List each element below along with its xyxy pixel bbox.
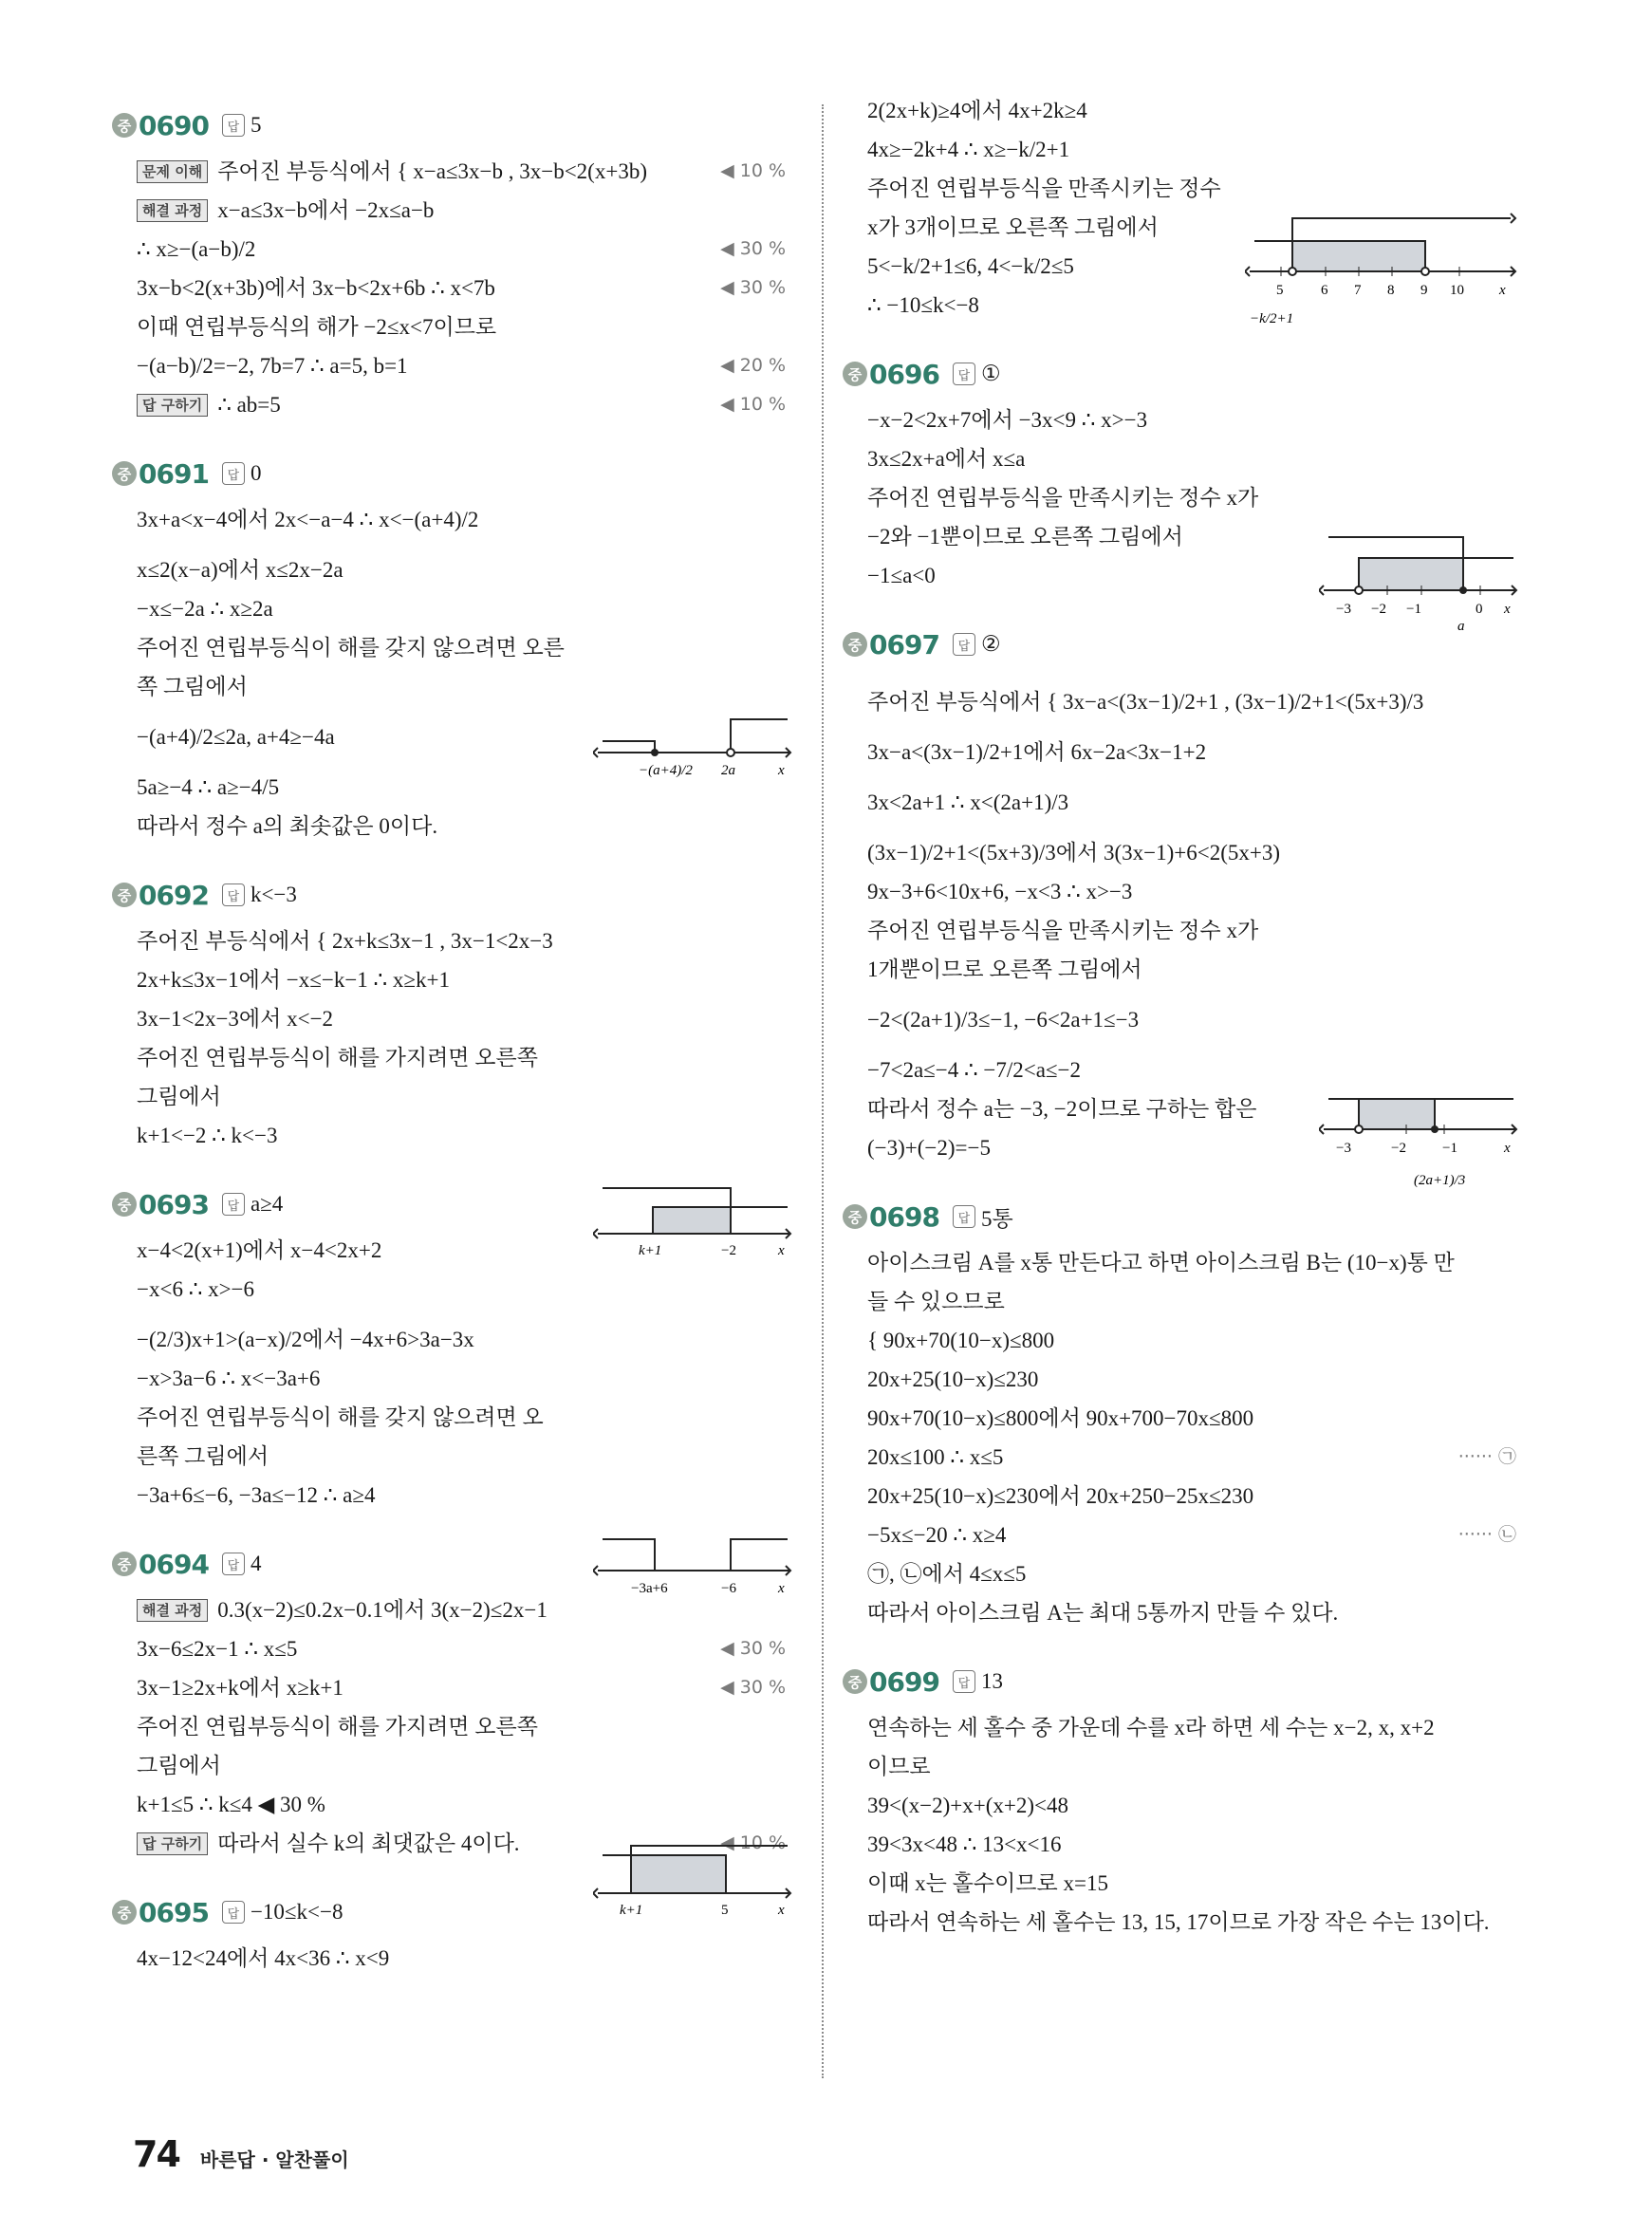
solution-text: 그림에서	[137, 1085, 221, 1108]
solution-line	[843, 1864, 1526, 1903]
solution-line	[112, 500, 795, 539]
column-divider	[822, 104, 824, 2078]
solution-line	[112, 921, 795, 960]
problem-0690	[112, 104, 795, 424]
solution-line	[843, 130, 1526, 169]
solution-text: −5x≤−20 ∴ x≥4	[867, 1523, 1007, 1547]
answer-value: a≥4	[250, 1192, 284, 1216]
solution-text: 9x−3+6<10x+6, −x<3 ∴ x>−3	[867, 880, 1133, 903]
solution-text: 90x+70(10−x)≤800에서 90x+700−70x≤800	[867, 1406, 1254, 1430]
solution-line	[843, 682, 1526, 721]
solution-text: −3a+6≤−6, −3a≤−12 ∴ a≥4	[137, 1483, 376, 1507]
solution-text: 39<(x−2)+x+(x+2)<48	[867, 1794, 1068, 1817]
solution-line	[112, 667, 795, 706]
solution-line	[112, 1116, 795, 1155]
solution-text: −x−2<2x+7에서 −3x<9 ∴ x>−3	[867, 408, 1148, 432]
problem-header	[112, 874, 795, 916]
solution-line	[843, 733, 1526, 772]
solution-text: 2x+k≤3x−1에서 −x≤−k−1 ∴ x≥k+1	[137, 968, 451, 992]
solution-text: 들 수 있으므로	[867, 1290, 1005, 1313]
step-tag: 답 구하기	[137, 394, 208, 417]
solution-text: 따라서 정수 a는 −3, −2이므로 구하는 합은	[867, 1097, 1257, 1121]
solution-text: x≤2(x−a)에서 x≤2x−2a	[137, 558, 343, 582]
solution-line	[112, 1437, 795, 1476]
answer-icon: 답	[222, 1193, 245, 1216]
solution-text: ∴ ab=5	[217, 393, 281, 417]
solution-line	[843, 1477, 1526, 1516]
solution-text: 주어진 부등식에서 { x−a≤3x−b , 3x−b<2(x+3b)	[217, 159, 647, 183]
score-percent: ◀ 30 %	[720, 1677, 786, 1698]
solution-text: 3x−b<2(x+3b)에서 3x−b<2x+6b ∴ x<7b	[137, 276, 495, 300]
answer-value: k<−3	[250, 883, 297, 906]
score-percent: ◀ 20 %	[720, 355, 786, 376]
fig0696-label: a	[1457, 619, 1465, 634]
problem-number: 0694	[139, 1548, 209, 1580]
answer-value: 5통	[980, 1206, 1013, 1231]
solution-line	[112, 346, 795, 385]
solution-line	[843, 1903, 1526, 1942]
problem-header	[843, 353, 1526, 395]
problem-number: 0690	[139, 109, 209, 141]
solution-text: 3x≤2x+a에서 x≤a	[867, 447, 1026, 471]
solution-text: −x<6 ∴ x>−6	[137, 1277, 255, 1301]
solution-line	[112, 628, 795, 667]
difficulty-badge-icon: 중	[112, 883, 137, 907]
number-line-0696	[1319, 530, 1523, 634]
solution-line	[112, 1785, 795, 1824]
solution-line	[843, 1000, 1526, 1039]
solution-text: 5a≥−4 ∴ a≥−4/5	[137, 775, 280, 799]
solution-text: 주어진 연립부등식이 해를 갖지 않으려면 오	[137, 1405, 544, 1429]
fig0695-label: −k/2+1	[1250, 311, 1294, 326]
solution-line	[112, 1590, 795, 1629]
solution-text: 주어진 연립부등식이 해를 갖지 않으려면 오른	[137, 636, 565, 660]
score-percent: ◀ 10 %	[720, 160, 786, 181]
step-tag: 해결 과정	[137, 199, 208, 222]
fig0695-label: 9	[1420, 283, 1428, 298]
solution-text: 주어진 연립부등식을 만족시키는 정수 x가	[867, 919, 1259, 942]
solution-text: 따라서 연속하는 세 홀수는 13, 15, 17이므로 가장 작은 수는 13이다.	[867, 1910, 1490, 1934]
solution-line	[843, 1708, 1526, 1747]
fig0696-label: 0	[1476, 602, 1483, 617]
solution-text: 쪽 그림에서	[137, 675, 248, 698]
solution-line	[843, 1051, 1526, 1089]
solution-text: x가 3개이므로 오른쪽 그림에서	[867, 215, 1159, 239]
solution-line	[843, 1825, 1526, 1864]
difficulty-badge-icon: 중	[112, 1552, 137, 1576]
solution-line	[843, 1593, 1526, 1632]
problem-number: 0698	[869, 1200, 939, 1233]
solution-line	[112, 1939, 795, 1978]
score-percent: ······ ㉠	[1457, 1446, 1516, 1467]
fig0696-label: −3	[1336, 602, 1351, 617]
number-line-0695	[1245, 211, 1520, 344]
answer-icon: 답	[222, 462, 245, 485]
score-percent: ◀ 30 %	[720, 277, 786, 298]
solution-line	[843, 783, 1526, 822]
solution-text: 주어진 연립부등식을 만족시키는 정수	[867, 177, 1221, 200]
right-column	[843, 99, 1526, 1970]
solution-text: 20x+25(10−x)≤230에서 20x+250−25x≤230	[867, 1484, 1254, 1508]
solution-text: 른쪽 그림에서	[137, 1444, 269, 1468]
solution-text: 3x+a<x−4에서 2x<−a−4 ∴ x<−(a+4)/2	[137, 508, 479, 531]
solution-text: −x≤−2a ∴ x≥2a	[137, 597, 273, 621]
problem-number: 0696	[869, 358, 939, 390]
step-tag: 문제 이해	[137, 160, 208, 183]
number-line-0694	[593, 1838, 797, 1919]
solution-line	[112, 307, 795, 346]
solution-text: x−4<2(x+1)에서 x−4<2x+2	[137, 1238, 382, 1262]
left-column	[112, 104, 795, 2006]
step-tag: 답 구하기	[137, 1832, 208, 1855]
solution-line	[843, 1786, 1526, 1825]
solution-line	[112, 269, 795, 307]
answer-value: ①	[980, 362, 1001, 385]
answer-value: 0	[250, 461, 262, 485]
solution-text: −2<(2a+1)/3≤−1, −6<2a+1≤−3	[867, 1008, 1140, 1032]
problem-number: 0697	[869, 628, 939, 660]
fig0694-label: 5	[721, 1903, 729, 1918]
solution-text: 0.3(x−2)≤0.2x−0.1에서 3(x−2)≤2x−1	[217, 1598, 548, 1622]
problem-number: 0692	[139, 879, 209, 911]
solution-line	[112, 191, 795, 230]
solution-line	[843, 400, 1526, 439]
fig0695-label: 5	[1276, 283, 1284, 298]
fig0693-label: x	[778, 1581, 785, 1596]
score-percent: ◀ 30 %	[720, 238, 786, 259]
solution-line	[112, 1398, 795, 1437]
difficulty-badge-icon: 중	[843, 632, 867, 657]
answer-icon: 답	[222, 1901, 245, 1924]
fig0696-label: −1	[1406, 602, 1421, 617]
solution-text: −(a−b)/2=−2, 7b=7 ∴ a=5, b=1	[137, 354, 408, 378]
fig0693-label: −6	[721, 1581, 736, 1596]
solution-line	[112, 1668, 795, 1707]
page-number: 74	[133, 2133, 179, 2175]
problem-0691	[112, 453, 795, 846]
solution-text: 1개뿐이므로 오른쪽 그림에서	[867, 958, 1142, 981]
solution-line	[112, 1359, 795, 1398]
answer-icon: 답	[222, 114, 245, 137]
solution-line	[843, 1747, 1526, 1786]
solution-line	[112, 550, 795, 589]
problem-number: 0699	[869, 1665, 939, 1698]
answer-icon: 답	[222, 883, 245, 906]
solution-line	[843, 439, 1526, 478]
solution-text: k+1≤5 ∴ k≤4 ◀ 30 %	[137, 1793, 325, 1816]
book-title: 바른답 · 알찬풀이	[199, 2148, 349, 2171]
solution-line	[112, 385, 795, 424]
solution-text: ∴ x≥−(a−b)/2	[137, 237, 256, 261]
answer-value: 13	[980, 1669, 1003, 1693]
difficulty-badge-icon: 중	[112, 461, 137, 486]
solution-text: 4x≥−2k+4 ∴ x≥−k/2+1	[867, 138, 1070, 161]
solution-text: 20x≤100 ∴ x≤5	[867, 1445, 1004, 1469]
difficulty-badge-icon: 중	[843, 362, 867, 386]
solution-line	[112, 960, 795, 999]
problem-0692	[112, 874, 795, 1155]
difficulty-badge-icon: 중	[112, 1900, 137, 1925]
fig0697-label: (2a+1)/3	[1414, 1173, 1466, 1188]
number-line-0692	[593, 1179, 797, 1259]
difficulty-badge-icon: 중	[112, 113, 137, 138]
solution-line	[843, 833, 1526, 872]
solution-text: −x>3a−6 ∴ x<−3a+6	[137, 1367, 321, 1390]
solution-line	[843, 1321, 1526, 1360]
fig0697-label: −3	[1336, 1141, 1351, 1156]
solution-line	[843, 1243, 1526, 1282]
solution-text: −(a+4)/2≤2a, a+4≥−4a	[137, 725, 335, 749]
difficulty-badge-icon: 중	[843, 1669, 867, 1694]
solution-line	[112, 1320, 795, 1359]
solution-text: 주어진 연립부등식을 만족시키는 정수 x가	[867, 486, 1259, 510]
problem-header	[112, 104, 795, 146]
solution-line	[112, 1077, 795, 1116]
solution-text: 4x−12<24에서 4x<36 ∴ x<9	[137, 1946, 390, 1970]
solution-text: 3x−a<(3x−1)/2+1에서 6x−2a<3x−1+2	[867, 740, 1207, 764]
solution-text: 20x+25(10−x)≤230	[867, 1367, 1039, 1391]
problem-header	[843, 1661, 1526, 1702]
solution-text: k+1<−2 ∴ k<−3	[137, 1124, 278, 1147]
score-percent: ······ ㉡	[1457, 1524, 1516, 1545]
solution-text: 주어진 연립부등식이 해를 가지려면 오른쪽	[137, 1046, 538, 1069]
solution-line	[112, 1476, 795, 1515]
solution-text: 3x<2a+1 ∴ x<(2a+1)/3	[867, 790, 1069, 814]
solution-line	[112, 1629, 795, 1668]
fig0697-label: −2	[1391, 1141, 1406, 1156]
answer-value: 4	[250, 1552, 262, 1575]
score-percent: ◀ 30 %	[720, 1638, 786, 1659]
solution-line	[112, 152, 795, 191]
solution-line	[112, 1038, 795, 1077]
solution-text: −(2/3)x+1>(a−x)/2에서 −4x+6>3a−3x	[137, 1328, 474, 1351]
solution-text: −2와 −1뿐이므로 오른쪽 그림에서	[867, 525, 1183, 549]
solution-text: (−3)+(−2)=−5	[867, 1136, 991, 1160]
solution-text: 따라서 정수 a의 최솟값은 0이다.	[137, 814, 438, 838]
solution-text: x−a≤3x−b에서 −2x≤a−b	[217, 198, 435, 222]
step-tag: 해결 과정	[137, 1599, 208, 1622]
fig0691-label: 2a	[721, 763, 735, 778]
fig0692-label: x	[778, 1243, 785, 1258]
solution-line	[843, 1360, 1526, 1399]
fig0691-label: −(a+4)/2	[639, 763, 693, 778]
problem-number: 0691	[139, 457, 209, 490]
solution-line	[843, 1282, 1526, 1321]
solution-text: 주어진 연립부등식이 해를 가지려면 오른쪽	[137, 1715, 538, 1739]
solution-text: ∴ −10≤k<−8	[867, 293, 979, 317]
problem-0698	[843, 1196, 1526, 1632]
answer-icon: 답	[953, 363, 975, 385]
answer-icon: 답	[953, 1670, 975, 1693]
score-percent: ◀ 10 %	[720, 394, 786, 415]
solution-line	[112, 807, 795, 846]
solution-text: 2(2x+k)≥4에서 4x+2k≥4	[867, 99, 1087, 122]
solution-text: 3x−1<2x−3에서 x<−2	[137, 1007, 334, 1031]
solution-text: −7<2a≤−4 ∴ −7/2<a≤−2	[867, 1058, 1082, 1082]
problem-number: 0695	[139, 1896, 209, 1928]
solution-line	[843, 91, 1526, 130]
solution-text: 3x−1≥2x+k에서 x≥k+1	[137, 1676, 343, 1700]
fig0694-label: k+1	[620, 1903, 643, 1918]
score-percent: ◀ 10 %	[720, 1832, 786, 1853]
problem-header	[112, 453, 795, 494]
fig0692-label: k+1	[639, 1243, 662, 1258]
solution-line	[843, 950, 1526, 989]
solution-text: 이므로	[867, 1755, 931, 1778]
answer-value: 5	[250, 113, 262, 137]
fig0695-label: 10	[1450, 283, 1464, 298]
problem-0697	[843, 623, 1526, 1167]
solution-text: 따라서 아이스크림 A는 최대 5통까지 만들 수 있다.	[867, 1601, 1339, 1625]
fig0696-label: x	[1504, 602, 1511, 617]
fig0693-label: −3a+6	[631, 1581, 668, 1596]
solution-text: 5<−k/2+1≤6, 4<−k/2≤5	[867, 254, 1074, 278]
fig0695-label: x	[1499, 283, 1506, 298]
solution-line	[843, 1438, 1526, 1477]
solution-line	[112, 1707, 795, 1746]
solution-line	[843, 169, 1526, 208]
solution-line	[112, 999, 795, 1038]
fig0695-label: 7	[1354, 283, 1362, 298]
fig0691-label: x	[778, 763, 785, 778]
solution-line	[112, 230, 795, 269]
difficulty-badge-icon: 중	[843, 1204, 867, 1229]
fig0695-label: 6	[1321, 283, 1328, 298]
answer-icon: 답	[953, 633, 975, 656]
number-line-0693	[593, 1528, 797, 1596]
fig0694-label: x	[778, 1903, 785, 1918]
solution-text: ㉠, ㉡에서 4≤x≤5	[867, 1562, 1027, 1586]
problem-number: 0693	[139, 1188, 209, 1220]
solution-text: 이때 x는 홀수이므로 x=15	[867, 1871, 1108, 1895]
solution-line	[843, 1516, 1526, 1554]
answer-icon: 답	[222, 1553, 245, 1575]
solution-line	[843, 1399, 1526, 1438]
solution-text: (3x−1)/2+1<(5x+3)/3에서 3(3x−1)+6<2(5x+3)	[867, 841, 1281, 865]
solution-text: −1≤a<0	[867, 564, 936, 587]
fig0697-label: −1	[1442, 1141, 1457, 1156]
solution-text: { 90x+70(10−x)≤800	[867, 1329, 1055, 1352]
solution-line	[112, 1270, 795, 1309]
number-line-0697	[1319, 1089, 1523, 1203]
number-line-0691	[593, 710, 797, 778]
fig0692-label: −2	[721, 1243, 736, 1258]
solution-text: 따라서 실수 k의 최댓값은 4이다.	[217, 1832, 520, 1855]
answer-value: ②	[980, 632, 1001, 656]
solution-line	[843, 872, 1526, 911]
solution-line	[843, 1554, 1526, 1593]
solution-line	[112, 1746, 795, 1785]
page-footer	[133, 2133, 349, 2175]
difficulty-badge-icon: 중	[112, 1192, 137, 1217]
answer-icon: 답	[953, 1205, 975, 1228]
solution-line	[843, 911, 1526, 950]
solution-line	[112, 589, 795, 628]
solution-text: 아이스크림 A를 x통 만든다고 하면 아이스크림 B는 (10−x)통 만	[867, 1251, 1455, 1274]
fig0696-label: −2	[1371, 602, 1386, 617]
fig0697-label: x	[1504, 1141, 1511, 1156]
answer-value: −10≤k<−8	[250, 1900, 343, 1924]
problem-0699	[843, 1661, 1526, 1942]
solution-text: 연속하는 세 홀수 중 가운데 수를 x라 하면 세 수는 x−2, x, x+2	[867, 1716, 1435, 1739]
solution-text: 주어진 부등식에서 { 2x+k≤3x−1 , 3x−1<2x−3	[137, 929, 553, 953]
solution-line	[843, 478, 1526, 517]
fig0695-label: 8	[1387, 283, 1395, 298]
solution-text: 3x−6≤2x−1 ∴ x≤5	[137, 1637, 298, 1661]
solution-text: 주어진 부등식에서 { 3x−a<(3x−1)/2+1 , (3x−1)/2+1<(5x+3)/3	[867, 690, 1424, 714]
solution-text: 그림에서	[137, 1754, 221, 1777]
solution-text: 이때 연립부등식의 해가 −2≤x<7이므로	[137, 315, 497, 339]
solution-text: 39<3x<48 ∴ 13<x<16	[867, 1832, 1062, 1856]
